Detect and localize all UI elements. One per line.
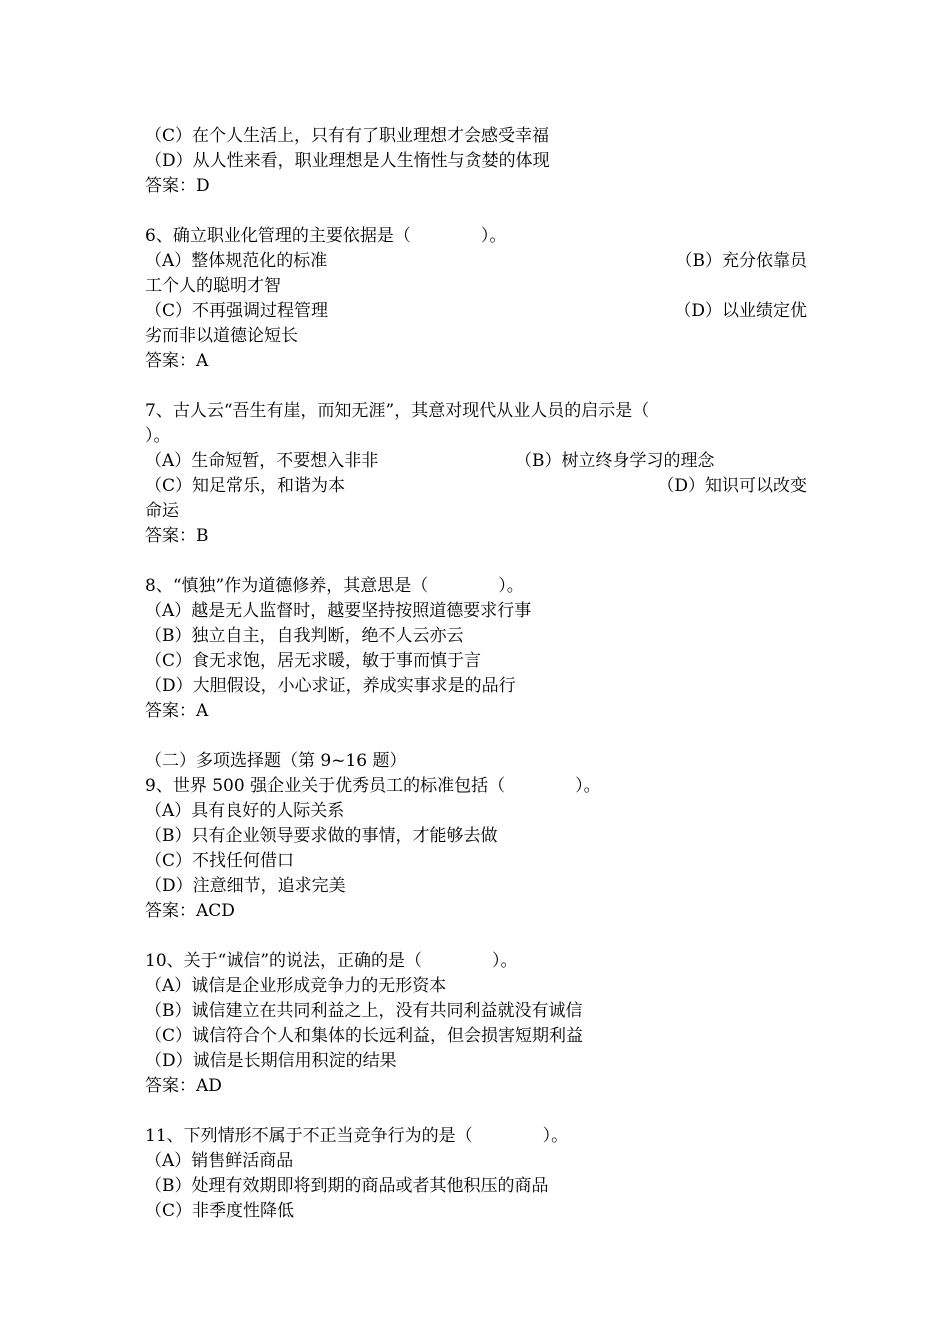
spacer	[145, 724, 815, 749]
q9-option-c: （C）不找任何借口	[145, 851, 295, 871]
q11-option-a: （A）销售鲜活商品	[145, 1151, 294, 1171]
q11-option-c: （C）非季度性降低	[145, 1201, 295, 1221]
q10-stem	[145, 949, 815, 974]
q8-option-c: （C）食无求饱，居无求暖，敏于事而慎于言	[145, 651, 482, 671]
q6-option-c: （C）不再强调过程管理	[145, 301, 329, 321]
section-heading: （二）多项选择题（第 9~16 题）	[145, 751, 407, 771]
q10-option-d: （D）诚信是长期信用积淀的结果	[145, 1051, 397, 1071]
q7-options-cd	[145, 474, 815, 499]
spacer	[145, 199, 815, 224]
q7-answer: 答案：B	[145, 526, 209, 546]
q7-stem-line1: 7、古人云“吾生有崖，而知无涯”，其意对现代从业人员的启示是（	[145, 401, 650, 421]
q6-option-b-head: （B）充分依靠员	[675, 251, 807, 271]
q10-option-a: （A）诚信是企业形成竞争力的无形资本	[145, 976, 447, 996]
spacer	[145, 1099, 815, 1124]
q6-option-a: （A）整体规范化的标准	[145, 251, 328, 271]
q10-option-c: （C）诚信符合个人和集体的长远利益，但会损害短期利益	[145, 1026, 584, 1046]
q7-option-a: （A）生命短暂，不要想入非非	[145, 451, 379, 471]
q6-option-d-head: （D）以业绩定优	[674, 301, 807, 321]
q6-stem-suffix: ）。	[480, 226, 507, 246]
q9-stem-prefix: 9、世界 500 强企业关于优秀员工的标准包括（	[145, 776, 506, 796]
spacer	[145, 374, 815, 399]
q6-option-b-tail: 工个人的聪明才智	[145, 276, 281, 296]
q9-option-a: （A）具有良好的人际关系	[145, 801, 345, 821]
q10-answer: 答案：AD	[145, 1076, 222, 1096]
q7-option-b: （B）树立终身学习的理念	[515, 451, 715, 471]
q5-answer: 答案：D	[145, 176, 210, 196]
q6-stem-prefix: 6、确立职业化管理的主要依据是（	[145, 226, 411, 246]
q10-stem-prefix: 10、关于“诚信”的说法，正确的是（	[145, 951, 423, 971]
q8-option-d: （D）大胆假设，小心求证，养成实事求是的品行	[145, 676, 516, 696]
q7-options-ab	[145, 449, 815, 474]
document-page	[145, 124, 815, 1224]
q9-option-b: （B）只有企业领导要求做的事情，才能够去做	[145, 826, 498, 846]
q7-stem-line2: ）。	[145, 426, 171, 446]
q8-stem-suffix: ）。	[498, 576, 524, 596]
spacer	[145, 924, 815, 949]
q10-stem-suffix: ）。	[492, 951, 518, 971]
q6-options-ab	[145, 249, 815, 274]
q11-option-b: （B）处理有效期即将到期的商品或者其他积压的商品	[145, 1176, 549, 1196]
q7-option-c: （C）知足常乐，和谐为本	[145, 476, 346, 496]
q9-answer: 答案：ACD	[145, 901, 235, 921]
q11-stem	[145, 1124, 815, 1149]
q8-option-a: （A）越是无人监督时，越要坚持按照道德要求行事	[145, 601, 532, 621]
q6-answer: 答案：A	[145, 351, 209, 371]
q11-stem-suffix: ）。	[542, 1126, 569, 1146]
q8-answer: 答案：A	[145, 701, 209, 721]
q7-option-d-tail: 命运	[145, 501, 179, 521]
q9-stem-suffix: ）。	[575, 776, 601, 796]
q11-stem-prefix: 11、下列情形不属于不正当竞争行为的是（	[145, 1126, 473, 1146]
q5-option-c: （C）在个人生活上，只有有了职业理想才会感受幸福	[145, 126, 550, 146]
spacer	[145, 549, 815, 574]
q10-option-b: （B）诚信建立在共同利益之上，没有共同利益就没有诚信	[145, 1001, 583, 1021]
q8-stem	[145, 574, 815, 599]
q9-stem	[145, 774, 815, 799]
q8-option-b: （B）独立自主，自我判断，绝不人云亦云	[145, 626, 464, 646]
q6-option-d-tail: 劣而非以道德论短长	[145, 326, 298, 346]
q9-option-d: （D）注意细节，追求完美	[145, 876, 346, 896]
q8-stem-prefix: 8、“慎独”作为道德修养，其意思是（	[145, 576, 429, 596]
q7-option-d-head: （D）知识可以改变	[657, 476, 807, 496]
q6-options-cd	[145, 299, 815, 324]
q5-option-d: （D）从人性来看，职业理想是人生惰性与贪婪的体现	[145, 151, 550, 171]
q6-stem	[145, 224, 815, 249]
